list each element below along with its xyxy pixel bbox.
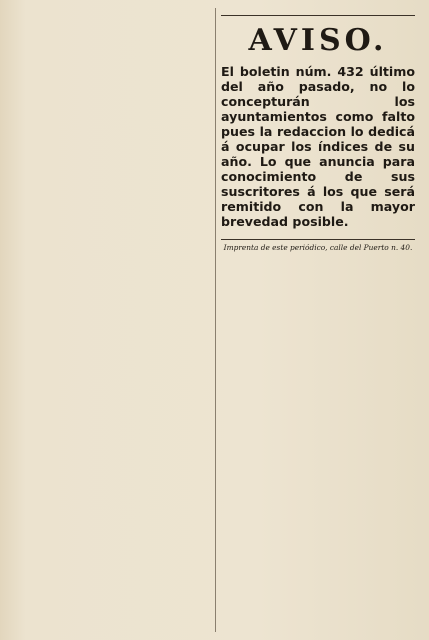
advert-title: AVISO. [248,23,388,58]
advert-body: El boletin núm. 432 último del año pasado, no lo concepturán los ayuntamientos como falto pues la redaccion lo dedicá á ocupar los índices de su año. Lo que anuncia para conocimiento de sus suscritores á los que será remitido con la mayor brevedad posible. [221,64,415,229]
text-columns [16,8,415,632]
advert-rule [221,15,415,16]
printer-imprint: Imprenta de este periódico, calle del Puerto n. 40. [221,239,415,253]
right-column [215,8,415,632]
left-column [16,8,215,632]
